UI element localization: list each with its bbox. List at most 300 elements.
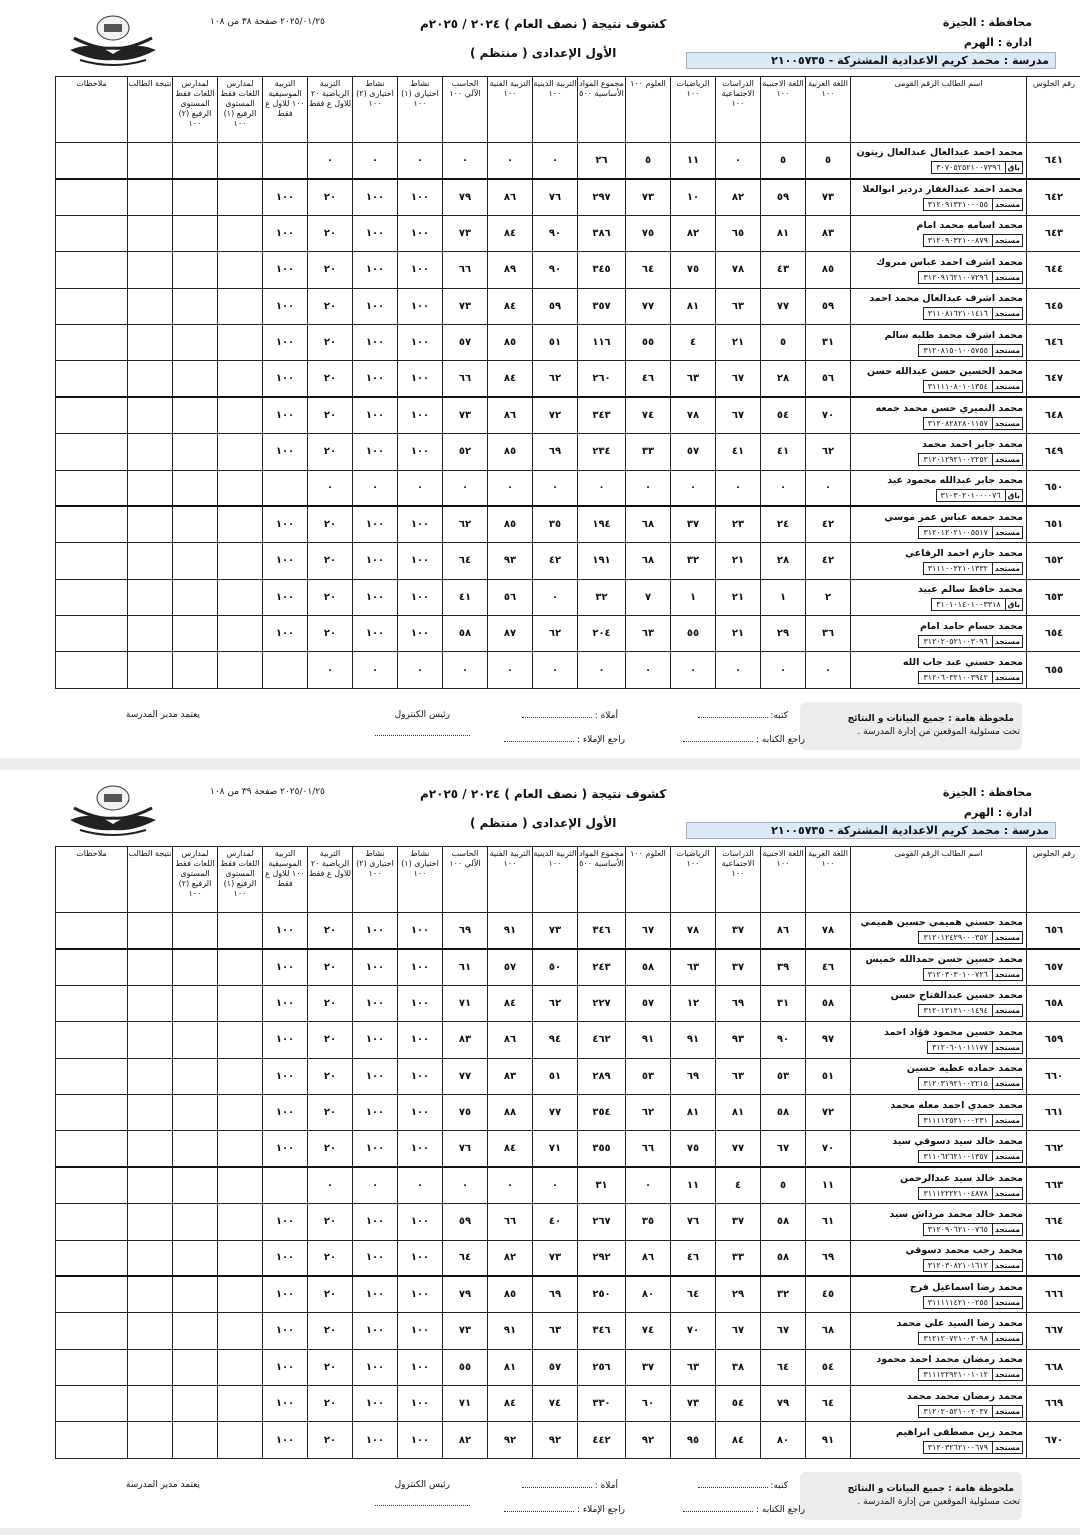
score-notes [56, 1131, 128, 1167]
score-act1: ١٠٠ [398, 1422, 443, 1458]
score-notes [56, 913, 128, 949]
table-row [56, 1240, 1080, 1276]
student-status: مستجد [992, 1077, 1023, 1090]
student-status: مستجد [992, 1150, 1023, 1163]
score-act1: ١٠٠ [398, 1022, 443, 1058]
student-status: مستجد [992, 380, 1023, 393]
score-math: ٧٨ [671, 913, 716, 949]
score-religion: ٣٥ [533, 506, 578, 542]
column-header: التربية الفنية ١٠٠ [488, 847, 533, 913]
score-religion: ٥٩ [533, 288, 578, 324]
national-id: ٣١٢٠٢٠٥٢١٠٠٣٠٩٦ [918, 635, 991, 648]
student-status: مستجد [992, 344, 1023, 357]
student-name: محمد حسين حسن حمدالله خميس [865, 954, 1023, 966]
seat-number: ٦٥٦ [1027, 913, 1080, 949]
score-religion: ٧٦ [533, 179, 578, 215]
score-foreign: ٨٦ [761, 913, 806, 949]
seat-number: ٦٧٠ [1027, 1422, 1080, 1458]
score-art: ٨٧ [488, 616, 533, 652]
column-header: مجموع المواد الأساسية ٥٠٠ [578, 847, 626, 913]
footer-note-1: ملحوظة هامة : جميع البيانات و النتائج [847, 714, 1014, 724]
national-id: ٣١١٠٨١٦٢١٠١٤١٦ [923, 307, 992, 320]
score-math: ٣٧ [671, 506, 716, 542]
score-sport: ٢٠ [308, 1204, 353, 1240]
student-name: محمد رمضان محمد محمد [906, 1390, 1023, 1402]
dictated-by-label: أملاه : [522, 710, 618, 721]
score-math: ٧٦ [671, 1204, 716, 1240]
score-arabic: ٤٦ [806, 949, 851, 985]
score-total: ٢٦٠ [578, 361, 626, 397]
seat-number: ٦٦٨ [1027, 1349, 1080, 1385]
score-act1: ١٠٠ [398, 288, 443, 324]
table-row [56, 949, 1080, 985]
score-act2: ١٠٠ [353, 215, 398, 251]
score-music [263, 143, 308, 179]
score-foreign: ٥٨ [761, 1094, 806, 1130]
seat-number: ٦٦١ [1027, 1094, 1080, 1130]
score-act1: ١٠٠ [398, 361, 443, 397]
score-adv2 [173, 143, 218, 179]
score-result [128, 470, 173, 506]
page-info: ٢٠٢٥/٠١/٢٥ صفحة ٣٨ من ١٠٨ [210, 17, 325, 27]
score-music: ١٠٠ [263, 579, 308, 615]
table-row [56, 579, 1080, 615]
score-music: ١٠٠ [263, 434, 308, 470]
table-row [56, 1313, 1080, 1349]
score-act2: ١٠٠ [353, 949, 398, 985]
score-notes [56, 1204, 128, 1240]
score-social: ٣٨ [716, 1349, 761, 1385]
student-status: مستجد [992, 307, 1023, 320]
score-art: ٦٦ [488, 1204, 533, 1240]
score-adv2 [173, 1349, 218, 1385]
score-social: ٢١ [716, 579, 761, 615]
score-social: ٦٧ [716, 1313, 761, 1349]
score-adv1 [218, 1131, 263, 1167]
student-name: محمد رضا السيد علي محمد [896, 1317, 1023, 1329]
column-header: لمدارس اللغات فقط المستوى الرفيع (١) ١٠٠ [218, 77, 263, 143]
score-foreign: ٣٩ [761, 949, 806, 985]
seat-number: ٦٦٦ [1027, 1276, 1080, 1312]
score-adv2 [173, 179, 218, 215]
score-social: ٣٧ [716, 913, 761, 949]
score-computer: ٨٢ [443, 1422, 488, 1458]
score-science: ٣٧ [626, 1349, 671, 1385]
score-sport: ٠ [308, 1167, 353, 1203]
score-result [128, 1240, 173, 1276]
national-id: ٣١٢٠٣٠٨٢١٠١٦١٢ [923, 1259, 992, 1272]
score-computer: ٠ [443, 652, 488, 688]
score-total: ٢٦ [578, 143, 626, 179]
column-header: العلوم ١٠٠ [626, 847, 671, 913]
score-foreign: ٣١ [761, 985, 806, 1021]
score-result [128, 1386, 173, 1422]
national-id: ٣١٢٠٣٢٦٢١٠٠٦٧٩ [923, 1441, 992, 1454]
score-religion: ٠ [533, 470, 578, 506]
score-computer: ٤١ [443, 579, 488, 615]
score-arabic: ١١ [806, 1167, 851, 1203]
column-header: اللغة العربية ١٠٠ [806, 847, 851, 913]
report-title: كشوف نتيجة ( نصف العام ) ٢٠٢٤ / ٢٠٢٥م [420, 17, 667, 31]
score-act2: ١٠٠ [353, 1240, 398, 1276]
score-act1: ٠ [398, 470, 443, 506]
score-result [128, 434, 173, 470]
score-adv2 [173, 252, 218, 288]
student-status: باق [1005, 598, 1023, 611]
score-foreign: ٤١ [761, 434, 806, 470]
score-art: ٠ [488, 470, 533, 506]
score-science: ٤٦ [626, 361, 671, 397]
student-cell [851, 652, 1027, 688]
score-arabic: ٦٢ [806, 434, 851, 470]
score-religion: ٩٢ [533, 1422, 578, 1458]
score-adv2 [173, 1167, 218, 1203]
score-result [128, 1276, 173, 1312]
student-status: مستجد [992, 562, 1023, 575]
student-cell [851, 1131, 1027, 1167]
score-arabic: ٧٣ [806, 179, 851, 215]
score-computer: ٨٣ [443, 1022, 488, 1058]
score-total: ٣٥٥ [578, 1131, 626, 1167]
score-math: ٧٠ [671, 1313, 716, 1349]
score-arabic: ٨٥ [806, 252, 851, 288]
score-computer: ٧٩ [443, 179, 488, 215]
score-adv1 [218, 288, 263, 324]
score-foreign: ٢٨ [761, 543, 806, 579]
score-sport: ٢٠ [308, 288, 353, 324]
score-result [128, 1022, 173, 1058]
score-act1: ١٠٠ [398, 252, 443, 288]
score-science: ٦٣ [626, 616, 671, 652]
score-adv2 [173, 1204, 218, 1240]
score-result [128, 506, 173, 542]
score-total: ٢٨٩ [578, 1058, 626, 1094]
national-id: ٣١٢٠٦٠١٠١١١٧٧ [927, 1041, 992, 1054]
score-total: ٢٣٤ [578, 434, 626, 470]
score-art: ٩١ [488, 913, 533, 949]
score-religion: ٩٤ [533, 1022, 578, 1058]
score-result [128, 1131, 173, 1167]
score-act1: ١٠٠ [398, 949, 443, 985]
score-social: ٦٩ [716, 985, 761, 1021]
score-foreign: ٥٩ [761, 179, 806, 215]
score-act2: ١٠٠ [353, 288, 398, 324]
score-arabic: ٩٧ [806, 1022, 851, 1058]
student-status: باق [1005, 489, 1023, 502]
score-music: ١٠٠ [263, 288, 308, 324]
score-art: ٠ [488, 652, 533, 688]
score-art: ٨٤ [488, 1131, 533, 1167]
score-computer: ٥٥ [443, 1349, 488, 1385]
score-notes [56, 1058, 128, 1094]
table-row [56, 1386, 1080, 1422]
score-adv1 [218, 1313, 263, 1349]
score-act2: ١٠٠ [353, 1131, 398, 1167]
written-by-label: كتبه: [698, 710, 788, 721]
score-math: ٨٢ [671, 215, 716, 251]
score-art: ٠ [488, 1167, 533, 1203]
score-adv2 [173, 1131, 218, 1167]
score-science: ٥ [626, 143, 671, 179]
score-computer: ٦٦ [443, 252, 488, 288]
score-act2: ١٠٠ [353, 1022, 398, 1058]
score-total: ٣٢ [578, 579, 626, 615]
score-total: ٤٦٢ [578, 1022, 626, 1058]
student-cell [851, 324, 1027, 360]
score-math: ٠ [671, 470, 716, 506]
score-religion: ٧٢ [533, 397, 578, 433]
score-sport: ٢٠ [308, 913, 353, 949]
column-header: التربية الرياضية ٢٠ للاول ع فقط [308, 847, 353, 913]
score-act2: ١٠٠ [353, 1422, 398, 1458]
score-art: ٨٥ [488, 434, 533, 470]
score-adv1 [218, 1058, 263, 1094]
score-art: ٠ [488, 143, 533, 179]
student-cell [851, 949, 1027, 985]
score-music: ١٠٠ [263, 397, 308, 433]
seat-number: ٦٥٢ [1027, 543, 1080, 579]
score-total: ٣٤٦ [578, 1313, 626, 1349]
score-total: ٣٤٥ [578, 252, 626, 288]
student-cell [851, 506, 1027, 542]
column-header: رقم الجلوس [1027, 77, 1080, 143]
score-arabic: ٠ [806, 470, 851, 506]
score-sport: ٢٠ [308, 616, 353, 652]
score-adv1 [218, 1240, 263, 1276]
score-act1: ٠ [398, 1167, 443, 1203]
score-religion: ٧٧ [533, 1094, 578, 1130]
score-total: ٢٦٧ [578, 1204, 626, 1240]
score-music: ١٠٠ [263, 616, 308, 652]
score-religion: ٤٢ [533, 543, 578, 579]
student-name: محمد حسين محمود فؤاد احمد [884, 1026, 1023, 1038]
score-computer: ٦٤ [443, 543, 488, 579]
score-sport: ٢٠ [308, 1058, 353, 1094]
student-status: مستجد [992, 234, 1023, 247]
table-row [56, 985, 1080, 1021]
score-act2: ٠ [353, 1167, 398, 1203]
score-math: ٦٣ [671, 361, 716, 397]
score-adv2 [173, 361, 218, 397]
student-status: مستجد [992, 1441, 1023, 1454]
score-music: ١٠٠ [263, 1313, 308, 1349]
score-social: ٢١ [716, 324, 761, 360]
score-adv2 [173, 1313, 218, 1349]
score-arabic: ٩١ [806, 1422, 851, 1458]
student-status: مستجد [992, 1114, 1023, 1127]
table-row [56, 913, 1080, 949]
student-status: مستجد [992, 968, 1023, 981]
score-arabic: ٦٩ [806, 1240, 851, 1276]
score-act2: ١٠٠ [353, 397, 398, 433]
column-header: الرياضيات ١٠٠ [671, 847, 716, 913]
score-total: ٣٥٤ [578, 1094, 626, 1130]
score-act1: ١٠٠ [398, 616, 443, 652]
score-act2: ١٠٠ [353, 1386, 398, 1422]
score-math: ١٢ [671, 985, 716, 1021]
score-adv2 [173, 1058, 218, 1094]
score-computer: ٦٩ [443, 913, 488, 949]
control-head-signature [375, 1498, 470, 1509]
student-cell [851, 1313, 1027, 1349]
table-row [56, 361, 1080, 397]
score-social: ٠ [716, 143, 761, 179]
score-total: ٠ [578, 652, 626, 688]
score-music: ١٠٠ [263, 1058, 308, 1094]
score-religion: ٦٢ [533, 361, 578, 397]
seat-number: ٦٦٠ [1027, 1058, 1080, 1094]
student-status: باق [1005, 161, 1023, 174]
writing-review-label: راجع الكتابه : [683, 734, 805, 745]
student-status: مستجد [992, 931, 1023, 944]
column-header: الحاسب الآلي ١٠٠ [443, 847, 488, 913]
column-header: اللغة العربية ١٠٠ [806, 77, 851, 143]
score-computer: ٠ [443, 143, 488, 179]
score-science: ٧ [626, 579, 671, 615]
seat-number: ٦٤١ [1027, 143, 1080, 179]
score-notes [56, 1386, 128, 1422]
score-act2: ١٠٠ [353, 252, 398, 288]
score-sport: ٢٠ [308, 579, 353, 615]
score-sport: ٢٠ [308, 949, 353, 985]
national-id: ٣١٠١٠١٤٠١٠٠٣٣١٨ [931, 598, 1004, 611]
score-religion: ٦٩ [533, 434, 578, 470]
score-notes [56, 506, 128, 542]
score-music: ١٠٠ [263, 215, 308, 251]
score-music: ١٠٠ [263, 324, 308, 360]
score-sport: ٢٠ [308, 543, 353, 579]
score-notes [56, 1240, 128, 1276]
seat-number: ٦٦٤ [1027, 1204, 1080, 1240]
score-social: ٧٨ [716, 252, 761, 288]
student-status: مستجد [992, 1041, 1023, 1054]
score-arabic: ٧٨ [806, 913, 851, 949]
score-act1: ١٠٠ [398, 506, 443, 542]
table-row [56, 616, 1080, 652]
score-music: ١٠٠ [263, 913, 308, 949]
score-religion: ٧٣ [533, 1240, 578, 1276]
grade-label: الأول الإعدادى ( منتظم ) [470, 816, 617, 830]
score-act1: ١٠٠ [398, 1240, 443, 1276]
score-adv1 [218, 616, 263, 652]
score-notes [56, 949, 128, 985]
score-religion: ٧٤ [533, 1386, 578, 1422]
score-science: ٧٤ [626, 397, 671, 433]
score-sport: ٢٠ [308, 397, 353, 433]
score-music: ١٠٠ [263, 1022, 308, 1058]
seat-number: ٦٤٨ [1027, 397, 1080, 433]
score-notes [56, 179, 128, 215]
student-cell [851, 179, 1027, 215]
score-result [128, 652, 173, 688]
score-computer: ٦٦ [443, 361, 488, 397]
score-computer: ٧١ [443, 985, 488, 1021]
score-computer: ٥٧ [443, 324, 488, 360]
table-row [56, 397, 1080, 433]
student-cell [851, 616, 1027, 652]
score-science: ٦٦ [626, 1131, 671, 1167]
score-act1: ١٠٠ [398, 1386, 443, 1422]
score-act1: ١٠٠ [398, 434, 443, 470]
score-math: ٧٥ [671, 252, 716, 288]
table-row [56, 434, 1080, 470]
column-header: اللغة الاجنبية ١٠٠ [761, 77, 806, 143]
student-status: مستجد [992, 1223, 1023, 1236]
score-foreign: ٨٠ [761, 1422, 806, 1458]
student-name: محمد جمعه عباس عمر موسي [884, 511, 1023, 523]
score-total: ٣٣٠ [578, 1386, 626, 1422]
score-adv2 [173, 1240, 218, 1276]
column-header: اللغة الاجنبية ١٠٠ [761, 847, 806, 913]
table-row [56, 1094, 1080, 1130]
seat-number: ٦٦٢ [1027, 1131, 1080, 1167]
dictation-review-label: راجع الإملاء : [504, 1504, 625, 1515]
score-result [128, 252, 173, 288]
score-art: ٨٦ [488, 1022, 533, 1058]
score-adv1 [218, 361, 263, 397]
student-cell [851, 1386, 1027, 1422]
score-sport: ٢٠ [308, 361, 353, 397]
score-total: ٢٠٤ [578, 616, 626, 652]
score-foreign: ٤٣ [761, 252, 806, 288]
seat-number: ٦٤٩ [1027, 434, 1080, 470]
score-religion: ٥٠ [533, 949, 578, 985]
score-religion: ٥٧ [533, 1349, 578, 1385]
score-religion: ٩٠ [533, 215, 578, 251]
score-act1: ٠ [398, 652, 443, 688]
student-status: مستجد [992, 1296, 1023, 1309]
student-cell [851, 1094, 1027, 1130]
result-sheet-page-39 [0, 770, 1080, 1528]
score-notes [56, 543, 128, 579]
student-status: مستجد [992, 1187, 1023, 1200]
score-art: ٨٨ [488, 1094, 533, 1130]
seat-number: ٦٥٨ [1027, 985, 1080, 1021]
score-act1: ١٠٠ [398, 397, 443, 433]
score-notes [56, 470, 128, 506]
score-social: ٢١ [716, 616, 761, 652]
score-arabic: ٣٦ [806, 616, 851, 652]
score-result [128, 1313, 173, 1349]
national-id: ٣١١١٢٢٢٢١٠٠٤٨٧٨ [918, 1187, 991, 1200]
score-adv1 [218, 506, 263, 542]
score-computer: ٧٣ [443, 215, 488, 251]
score-math: ٩١ [671, 1022, 716, 1058]
score-act1: ١٠٠ [398, 985, 443, 1021]
column-header: نشاط اختيارى (١) ١٠٠ [398, 847, 443, 913]
column-header: نتيجة الطالب [128, 847, 173, 913]
table-row [56, 324, 1080, 360]
score-total: ١٩١ [578, 543, 626, 579]
score-math: ٥٥ [671, 616, 716, 652]
score-arabic: ٨٣ [806, 215, 851, 251]
score-science: ٦٤ [626, 252, 671, 288]
score-sport: ٢٠ [308, 1276, 353, 1312]
student-status: مستجد [992, 198, 1023, 211]
score-social: ٣٣ [716, 1240, 761, 1276]
score-result [128, 616, 173, 652]
score-adv2 [173, 470, 218, 506]
score-music: ١٠٠ [263, 543, 308, 579]
score-arabic: ٤٢ [806, 543, 851, 579]
score-arabic: ٥٦ [806, 361, 851, 397]
score-foreign: ١ [761, 579, 806, 615]
score-computer: ٧١ [443, 1386, 488, 1422]
table-row [56, 1204, 1080, 1240]
score-total: ٣٤٦ [578, 913, 626, 949]
score-result [128, 913, 173, 949]
score-result [128, 543, 173, 579]
